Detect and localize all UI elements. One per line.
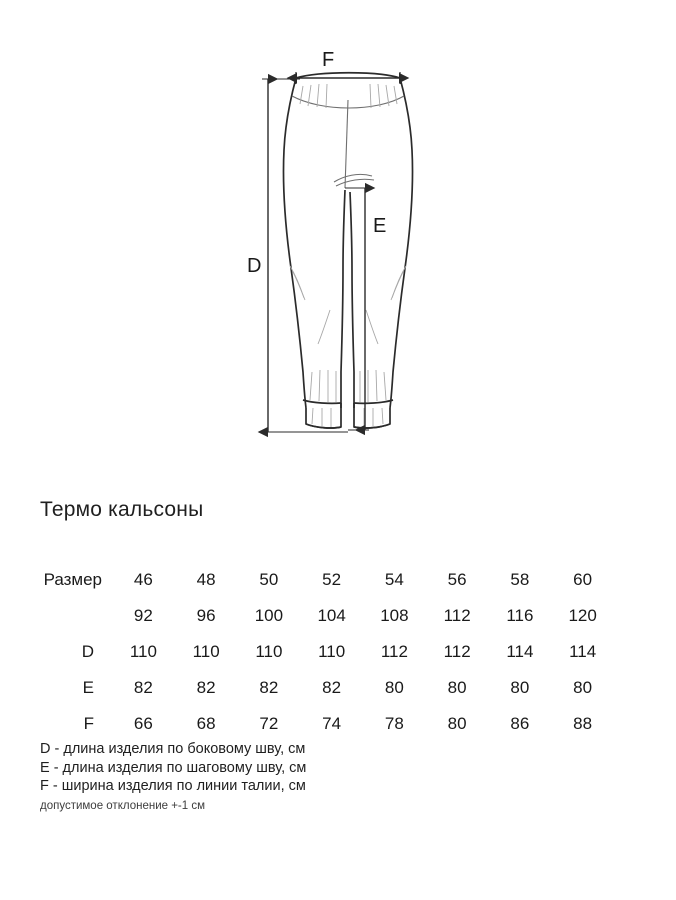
table-row	[38, 562, 614, 598]
table-cell: 100	[254, 606, 284, 625]
table-cell: 60	[573, 570, 593, 589]
table-cell: 114	[569, 642, 597, 661]
table-cell: 108	[380, 606, 409, 625]
page-title: Термо кальсоны	[40, 498, 204, 521]
table-row	[38, 634, 614, 670]
size-chart-table	[38, 562, 614, 742]
table-cell: 110	[129, 642, 157, 661]
table-cell: 82	[133, 678, 153, 697]
table-cell: 66	[133, 714, 153, 733]
table-cell: 58	[510, 570, 530, 589]
pants-outline	[283, 73, 412, 428]
dimension-d	[247, 79, 348, 432]
table-cell: 120	[568, 606, 597, 625]
table-cell: 80	[510, 678, 530, 697]
measurement-legend	[40, 740, 460, 812]
table-row	[38, 706, 614, 742]
dimension-label-f: F	[322, 49, 335, 71]
legend-line-e: E - длина изделия по шаговому шву, см	[40, 759, 307, 776]
table-cell: 82	[259, 678, 279, 697]
dimension-label-e: E	[373, 215, 387, 237]
table-cell: 92	[133, 606, 153, 625]
table-cell: 82	[322, 678, 342, 697]
table-cell: 52	[322, 570, 342, 589]
table-cell: 112	[443, 642, 471, 661]
table-cell: 78	[384, 714, 404, 733]
dimension-f	[296, 49, 400, 84]
dimension-label-d: D	[247, 255, 262, 277]
table-row	[38, 670, 614, 706]
table-cell: 96	[196, 606, 216, 625]
legend-line-f: F - ширина изделия по линии талии, см	[40, 778, 306, 794]
table-cell: 68	[196, 714, 216, 733]
tolerance-note: допустимое отклонение +-1 см	[40, 799, 205, 812]
table-cell: 112	[443, 606, 471, 625]
row-label-d: D	[81, 642, 94, 661]
row-label-chest	[38, 598, 112, 634]
table-cell: 110	[192, 642, 220, 661]
table-cell: 116	[506, 606, 534, 625]
table-cell: 56	[447, 570, 467, 589]
table-cell: 110	[318, 642, 346, 661]
table-cell: 114	[506, 642, 534, 661]
table-cell: 80	[384, 678, 404, 697]
table-cell: 72	[259, 714, 279, 733]
row-label-f: F	[83, 714, 94, 733]
table-cell: 104	[317, 606, 346, 625]
table-cell: 46	[133, 570, 153, 589]
row-label-size: Размер	[43, 570, 102, 589]
table-cell: 86	[510, 714, 530, 733]
size-chart-body	[38, 562, 614, 742]
table-cell: 50	[259, 570, 279, 589]
legend-line-d: D - длина изделия по боковому шву, см	[40, 741, 306, 757]
table-cell: 54	[384, 570, 404, 589]
table-cell: 80	[447, 714, 467, 733]
table-cell: 80	[447, 678, 467, 697]
table-cell: 80	[573, 678, 593, 697]
fabric-gather-marks	[290, 84, 406, 427]
table-cell: 110	[255, 642, 283, 661]
row-label-e: E	[82, 678, 94, 697]
table-cell: 74	[322, 714, 342, 733]
table-cell: 82	[196, 678, 216, 697]
pants-detail-lines	[292, 96, 404, 188]
table-cell: 112	[380, 642, 408, 661]
table-cell: 48	[196, 570, 216, 589]
table-cell: 88	[573, 714, 593, 733]
table-row	[38, 598, 614, 634]
